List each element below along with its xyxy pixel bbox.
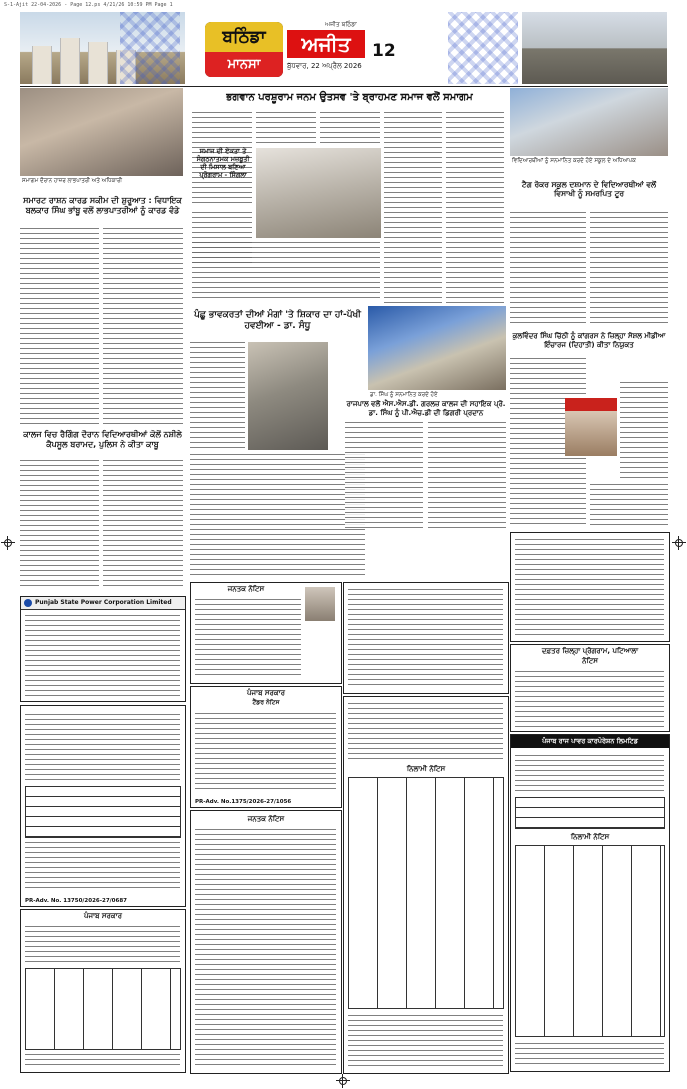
auction-notice-intro: [348, 701, 503, 761]
headline-phd-award: ਰਾਜਪਾਲ ਵਲੋਂ ਐਸ.ਐਸ.ਡੀ. ਗਰਲਜ਼ ਕਾਲਜ ਦੀ ਸਹਾਇਕ ਪ੍ਰੋ. ਡਾ. ਸਿੰਘ ਨੂੰ ਪੀ.ਐਚ.ਡੀ ਦੀ ਡਿਗਰੀ ਪ੍ਰਦਾਨ: [346, 400, 506, 417]
lead-body-2: [256, 110, 316, 145]
lead-body-7: [192, 240, 380, 298]
photo-school-students: [510, 88, 668, 156]
crop-mark-bottom: [336, 1074, 350, 1088]
ad-pspcl: [20, 596, 186, 702]
pr-adv-left: PR-Adv. No. 13750/2026-27/0687: [25, 898, 127, 904]
photo-ration-card-event: [20, 88, 183, 176]
masthead-pattern-left: [120, 12, 180, 84]
headline-college-ragging: ਕਾਲਜ ਵਿਚ ਰੈਗਿੰਗ ਦੌਰਾਨ ਵਿਦਿਆਰਥੀਆਂ ਕੋਲੋਂ ਨਸ਼ੀਲੇ ਕੈਪਸੂਲ ਬਰਾਮਦ, ਪੁਲਿਸ ਨੇ ਕੀਤਾ ਕਾਬੂ: [23, 430, 182, 449]
brand-logo: ਅਜੀਤ: [287, 30, 365, 58]
section-name-top: ਬਠਿੰਡਾ: [205, 22, 283, 52]
right-photo-caption: ਵਿਦਿਆਰਥੀਆਂ ਨੂੰ ਸਨਮਾਨਿਤ ਕਰਦੇ ਹੋਏ ਸਕੂਲ ਦੇ ਅਧਿਆਪਕ: [512, 158, 636, 164]
issue-date: ਬੁੱਧਵਾਰ, 22 ਅਪ੍ਰੈਲ 2026: [287, 62, 362, 70]
print-slug: S-1-Ajit 22-04-2026 - Page 12.ps 4/21/26 10:59 PM Page 1: [4, 2, 173, 8]
punjab-govt-left-body: [25, 924, 180, 964]
headline-social-media-incharge: ਕੁਲਵਿੰਦਰ ਸਿੰਘ ਚਿੱਠੀ ਨੂੰ ਕਾਂਗਰਸ ਨੇ ਜ਼ਿਲ੍ਹਾ ਸੋਸ਼ਲ ਮੀਡੀਆ ਇੰਚਾਰਜ (ਦਿਹਾਤੀ) ਕੀਤਾ ਨਿਯੁਕਤ: [512, 332, 666, 349]
photo-kulwinder-singh: [565, 398, 617, 456]
public-notice-body: [195, 597, 301, 677]
school-tour-body-2: [590, 210, 668, 326]
lead-subheadline: ਸਮਾਜ ਦੀ ਏਕਤਾ ਤੇ ਸੰਗਠਨਾਤਮਕ ਮਜ਼ਬੂਤੀ ਦੀ ਮਿਸਾਲ ਬਣਿਆ ਪ੍ਰੋਗਰਾਮ - ਸਿੰਗਲਾ: [196, 147, 250, 180]
ad-public-notice: [190, 582, 342, 684]
public-notice-2-title: ਜਨਤਕ ਨੋਟਿਸ: [247, 815, 285, 823]
page-number: 12: [372, 41, 396, 61]
auction-notice-footer: [348, 1013, 503, 1067]
legal-notice-left-table: [25, 786, 181, 838]
small-notice-body: [348, 587, 503, 687]
public-notice-photo: [305, 587, 335, 621]
lead-body-5: [446, 110, 504, 305]
legal-notice-left-body-2: [25, 840, 180, 890]
public-notice-title: ਜਨਤਕ ਨੋਟਿਸ: [227, 585, 265, 593]
masthead-rule: [20, 86, 668, 87]
bird-story-body-2: [190, 452, 365, 576]
award-photo-caption: ਡਾ. ਸਿੰਘ ਨੂੰ ਸਨਮਾਨਿਤ ਕਰਦੇ ਹੋਏ: [370, 392, 438, 398]
ad-pstcl: [510, 734, 670, 1072]
pstcl-auction-title: ਨਿਲਾਮੀ ਨੋਟਿਸ: [570, 833, 610, 841]
pstcl-table-2: [515, 845, 665, 1037]
lead-body-4: [384, 110, 442, 305]
auction-notice-title: ਨਿਲਾਮੀ ਨੋਟਿਸ: [406, 765, 446, 773]
pspcl-body: [25, 613, 180, 697]
lead-headline: ਭਗਵਾਨ ਪਰਸ਼ੂਰਾਮ ਜਨਮ ਉਤਸਵ 'ਤੇ ਬ੍ਰਾਹਮਣ ਸਮਾਜ ਵਲੋਂ ਸਮਾਗਮ: [226, 92, 473, 103]
incharge-body-3: [590, 482, 668, 526]
court-notice-body: [515, 669, 664, 727]
crop-mark-right: [672, 536, 686, 550]
pr-adv-center: PR-Adv. No.1375/2026-27/1056: [195, 799, 292, 805]
photo-doctor-sandhu: [248, 342, 328, 450]
tender-notice-body: [195, 711, 336, 791]
masthead-pattern-right: [448, 12, 518, 84]
photo-phd-award: [368, 306, 506, 390]
ad-tender-notice: [190, 686, 342, 808]
ad-right-notice-1: [510, 532, 670, 642]
left-photo-caption: ਸਮਾਗਮ ਦੌਰਾਨ ਹਾਜ਼ਰ ਲਾਭਪਾਤਰੀ ਅਤੇ ਅਧਿਕਾਰੀ: [22, 178, 123, 184]
headline-ration-card: ਸਮਾਰਟ ਰਾਸ਼ਨ ਕਾਰਡ ਸਕੀਮ ਦੀ ਸ਼ੁਰੂਆਤ : ਵਿਧਾਇਕ ਬਲਕਾਰ ਸਿੰਘ ਭਾਂਬੂ ਵਲੋਂ ਲਾਭਪਾਤਰੀਆਂ ਨੂੰ ਕਾਰਡ ਵੰਡੇ: [23, 196, 182, 215]
pstcl-footer: [515, 1041, 664, 1067]
story-ration-card-body: [20, 226, 99, 424]
school-tour-body-1: [510, 210, 586, 326]
pstcl-title: ਪੰਜਾਬ ਰਾਜ ਪਾਵਰ ਕਾਰਪੋਰੇਸ਼ਨ ਲਿਮਟਿਡ: [511, 735, 669, 748]
ad-auction-notice: [343, 696, 509, 1074]
award-body-1: [345, 420, 423, 528]
pspcl-logo-icon: [24, 599, 32, 607]
section-name-bottom: ਮਾਨਸਾ: [205, 52, 283, 77]
punjab-govt-left-table: [25, 968, 181, 1050]
story-ration-card-body-2: [103, 226, 183, 424]
ad-court-notice: [510, 644, 670, 732]
headline-bird-lovers: ਪੰਛੂ ਭਾਵਕਰਤਾਂ ਦੀਆਂ ਮੰਗਾਂ 'ਤੇ ਸ਼ਿਕਾਰ ਦਾ ਹਾਂ-ਪੱਖੀ ਹਵਈਆ - ਡਾ. ਸੰਧੂ: [194, 310, 361, 332]
punjab-govt-left-footer: [25, 1052, 180, 1068]
bird-story-body-1: [190, 340, 245, 450]
lead-body-3: [320, 110, 380, 145]
ad-legal-notice-left: [20, 705, 186, 907]
section-logo: [205, 22, 283, 77]
public-notice-2-body: [195, 827, 336, 1065]
award-body-2: [428, 420, 506, 528]
ad-punjab-govt-left: [20, 909, 186, 1073]
auction-notice-table: [348, 777, 504, 1009]
ad-public-notice-2: [190, 810, 342, 1074]
legal-notice-left-body: [25, 712, 180, 782]
right-notice-1-body: [515, 537, 664, 635]
pspcl-header: [21, 597, 185, 610]
court-notice-title: ਦਫ਼ਤਰ ਜ਼ਿਲ੍ਹਾ ਪ੍ਰੋਗਰਾਮ, ਪਟਿਆਲਾ: [541, 647, 639, 655]
story-college-body: [20, 458, 99, 590]
pstcl-intro: [515, 753, 664, 793]
ad-small-notice: [343, 582, 509, 694]
pstcl-table-1: [515, 797, 665, 829]
court-notice-subtitle: ਨੋਟਿਸ: [582, 657, 598, 665]
incharge-body-2: [620, 380, 668, 480]
masthead-photo-right: [522, 12, 667, 84]
tender-notice-title: ਟੈਂਡਰ ਨੋਟਿਸ: [252, 699, 280, 706]
tender-govt-title: ਪੰਜਾਬ ਸਰਕਾਰ: [246, 689, 285, 697]
headline-school-tour: ਟੈਗ ਰੋਕਰ ਸਕੂਲ ਦਸ਼ਮਾਨ ਦੇ ਵਿਦਿਆਰਥੀਆਂ ਵਲੋਂ ਵਿਸਾਖੀ ਨੂੰ ਸਮਰਪਿਤ ਟੂਰ: [521, 180, 657, 199]
pspcl-title: Punjab State Power Corporation Limited: [35, 599, 172, 606]
story-college-body-2: [103, 458, 183, 590]
photo-parshuram-event: [256, 148, 381, 238]
crop-mark-left: [1, 536, 15, 550]
punjab-govt-left-title: ਪੰਜਾਬ ਸਰਕਾਰ: [83, 912, 122, 920]
masthead-supertitle: ਅਜੀਤ ਬਠਿੰਡਾ: [325, 21, 357, 28]
